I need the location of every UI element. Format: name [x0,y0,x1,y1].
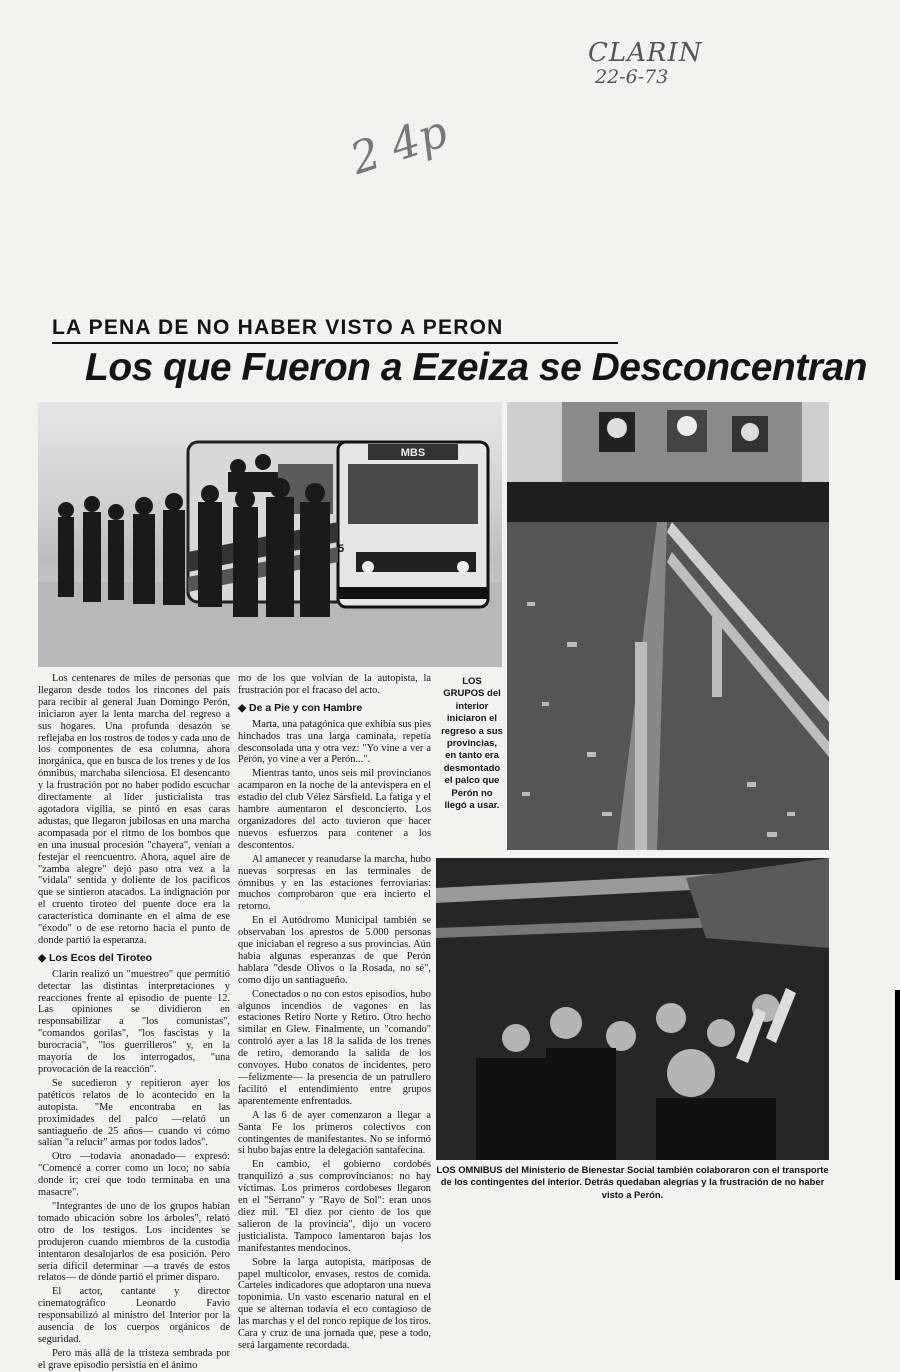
article-paragraph: Al amanecer y reanudarse la marcha, hubo nuevas sorpresas en las terminales de ómnibus y en las estaciones ferroviarias: muchos comprobaron que era incierto el retorno. [238,853,431,913]
scan-edge [895,990,900,1280]
bus-photo-illustration [38,402,502,667]
highway-photo [507,402,829,850]
handwritten-note: 2 4p [344,106,454,185]
article-paragraph: Marta, una patagónica que exhibía sus pies hinchados tras una larga caminata, repetía desconsolada una y otra vez: "Yo vine a ver a Perón, yo vine a ver a Perón...". [238,718,431,766]
main-headline: Los que Fueron a Ezeiza se Desconcentran [85,346,867,389]
train-photo-illustration [436,858,829,1160]
article-paragraph: Otro —todavía anonadado— expresó: "Comencé a correr como un loco; no sabía donde ir; creí que todo terminaba en una masacre". [38,1151,230,1199]
kicker-headline: LA PENA DE NO HABER VISTO A PERON [52,316,618,344]
train-photo-caption: LOS OMNIBUS del Ministerio de Bienestar Social también colaboraron con el transporte de los contingentes del interior. Detrás quedaban alegrías y la frustración de no haber visto a Perón. [436,1164,829,1200]
highway-photo-illustration [507,402,829,850]
subheading-pie: ◆ De a Pie y con Hambre [238,703,431,715]
article-paragraph: Sobre la larga autopista, mariposas de papel multicolor, envases, restos de comida. Carteles indicadores que adoptaron una nueva toponimia. Un vasto escenario natural en el que se alternan todavía el eco contagioso de las marchas y el del ronco repique de los tiros. Cara y cruz de una jornada que, pese a todo, será largamente recordada. [238,1256,431,1351]
article-paragraph: mo de los que volvían de la autopista, la frustración por el fracaso del acto. [238,673,431,696]
article-paragraph: En el Autódromo Municipal también se observaban los aprestos de 5.000 personas que iniciaban el regreso a sus provincias. Aún había algunas esperanzas de que Perón hablara "desde Olivos o la Rosada, no sé", como dijo un santiagueño. [238,915,431,986]
bus-destination-sign: MBS [400,447,426,459]
stamp-date: 22-6-73 [595,66,669,88]
train-interior-photo [436,858,829,1160]
article-paragraph: Se sucedieron y repitieron ayer los patéticos relatos de lo acontecido en la autopista. "Me encontraba en las proximidades del palco —relató un santiagueño de 25 años— cuando vi cómo salían "a relucir" armas por todos lados". [38,1077,230,1149]
article-column-1 [38,673,230,1371]
article-paragraph: El actor, cantante y director cinematográfico Leonardo Favio responsabilizó al ministro del Interior por la ausencia de los cuerpos orgánicos de seguridad. [38,1286,230,1345]
article-paragraph: En cambio, el gobierno cordobés tranquilizó a sus comprovincianos: no hay víctimas. Los primeros cordobeses llegaron en el "Serrano" y "Rayo de Sol": eran unos diez mil. "El diez por ciento de los que salieron de la provincia", dijo un vocero justicialista. Tampoco lamentaron bajas los manifestantes mendocinos. [238,1159,431,1254]
article-paragraph: A las 6 de ayer comenzaron a llegar a Santa Fe los primeros colectivos con contingentes de manifestantes. No se informó si hubo bajas entre la delegación santafecina. [238,1109,431,1157]
subheading-ecos: ◆ Los Ecos del Tiroteo [38,953,230,965]
highway-photo-caption: LOS GRUPOS del interior iniciaron el regreso a sus provincias, en tanto era desmontado el palco que Perón no llegó a usar. [441,676,503,812]
article-column-2 [238,673,431,1351]
clarin-stamp: CLARIN [588,38,703,68]
article-paragraph: Los centenares de miles de personas que llegaron desde todos los rincones del país para recibir al general Juan Domingo Perón, iniciaron ayer la lenta marcha del regreso a sus hogares. Una profunda desazón se reflejaba en los rostros de todos y cada uno de los componentes de esa columna, ahora inorgánica, que en busca de los trenes y de los ómnibus, marchaba silenciosa. El desencanto y la frustración por no haber podido escuchar directamente al líder justicialista tras agotadora vigilia, se pintó en esas caras adustas, que llegaron jubilosas en una marcha acompasada por el ritmo de los bombos que en una inusual procesión "chayera", venían a festejar el reencuentro. Ahora, aquel aire de "zamba alegre" dejó paso otra vez a la "vidala" sentida y doliente de los pacíficos que se sintieron atacados. La indignación por el cruento tiroteo del puente doce era la característica dominante en el alma de ese "éxodo" o de ese retorno hacia el punto de donde partió la esperanza. [38,673,230,946]
article-paragraph: Conectados o no con estos episodios, hubo algunos incendios de vagones en las estaciones Retiro Norte y Retiro. Otro hecho similar en Glew. Finalmente, un "comando" controló ayer a las 18 la salida de los trenes de retiro, demorando la salida de los convoyes. Hubo conatos de incidentes, pero —felizmente— la presencia de un patrullero facilitó el entendimiento entre grupos aparentemente enfrentados. [238,988,431,1107]
article-paragraph: Pero más allá de la tristeza sembrada por el grave episodio persistía en el ánimo [38,1347,230,1371]
bus-number: 5 [338,543,345,555]
article-paragraph: Clarín realizó un "muestreo" que permitió detectar las distintas interpretaciones y reacciones frente al episodio de puente 12. Las opiniones se dividieron en responsabilizar a "los comunistas", "comandos gorilas", "los fascistas y la burocracia", "los guerrilleros" y, en la mayoría de los interrogados, "una provocación de la reacción". [38,968,230,1075]
article-paragraph: Mientras tanto, unos seis mil provincianos acamparon en la noche de la antevíspera en el estadio del club Vélez Sársfield. La fatiga y el hambre aumentaron el desconcierto. Los organizadores del acto tuvieron que hacer nuevos esfuerzos para contener a los descontentos. [238,768,431,851]
bus-photo [38,402,502,667]
article-paragraph: "Integrantes de uno de los grupos habían tomado ubicación sobre los árboles", relató otro de los testigos. Los incidentes se produjeron cuando miembros de la custodia intentaron desalojarlos de esa posición. Pero sería difícil determinar —a través de estos relatos— de dónde partió el primer disparo. [38,1200,230,1284]
